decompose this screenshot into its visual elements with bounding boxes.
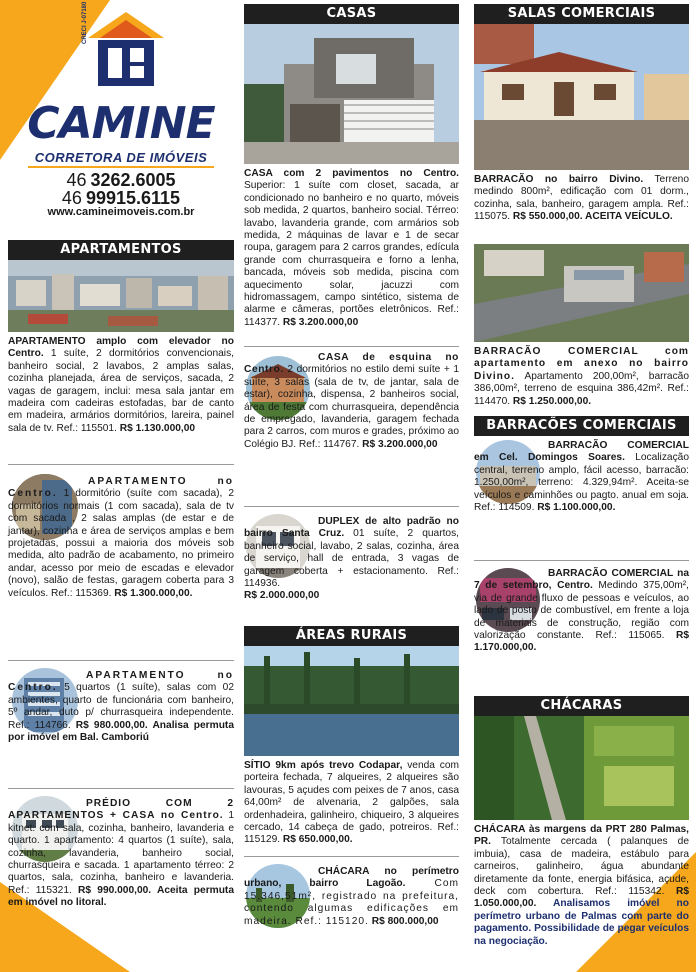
listing-price: R$ 800.000,00	[368, 915, 439, 927]
phone-number: 99915.6115	[85, 188, 181, 208]
listing-body: 1 kitnet: com sala, cozinha, banheiro, lavanderia e quarto. 1 apartamento: 4 quartos (1 suíte), sala, cozinha, lavanderia, banheiro social, churrasqueira e sacada. 1 apartamento térreo: 2 quartos, sala, cozinha, banheiro e lavanderia. Ref.: 115321.	[8, 810, 234, 896]
listing-body: Superior: 1 suíte com closet, sacada, ar condicionado no banheiro e no quarto, móveis sob medida, 2 quartos, banheiro social. Térreo: lavabo, lavanderia grande, com armários sob medida, 2 máquinas de lavar e 1 de secar roupa, garagem para 2 carros grandes, edícula grande com churrasqueira e forno a lenha, bancada, móveis sob medida, piscina com aquecimento solar, jacuzzi com hidromassagem, campo sintético, sistema de alarme e câmeras, portões eletrônicos. Ref.: 114377.	[244, 180, 459, 328]
listing-title: CASA com 2 pavimentos no Centro.	[244, 168, 459, 179]
listing-body: 01 suíte, 2 quartos, banheiro social, lavabo, 2 salas, cozinha, área de serviço, hall de entrada, 3 vagas de garagem coberta + estacionamento. Ref.: 114936.	[244, 528, 460, 590]
listing-price: R$ 1.170.000,00.	[474, 630, 689, 654]
phone-ddd: 46	[66, 170, 87, 190]
listing-price: R$ 990.000,00.	[71, 884, 152, 896]
listing-body: venda com porteira fechada, 7 alqueires, 2 alqueires são lavouras, 5 açudes com peixes de 7 anos, casa 64,00m² de alvenaria, 2 galpões, sala ordenhadeira, galinheiro, chiqueiro, 3 alqueires cercado, 14 cabeça de gado, potreiros. Ref.: 115129.	[244, 760, 459, 846]
listing-body: Apartamento 200,00m², barracão 386,00m², terreno de esquina 386,42m². Ref.: 114470.	[474, 370, 689, 407]
section-header-apartamentos: APARTAMENTOS	[8, 240, 234, 260]
listing-title: BARRACÃO COMERCIAL na 7 de setembro, Centro.	[474, 568, 689, 592]
website-link[interactable]: www.camineimoveis.com.br	[47, 206, 195, 218]
divider	[244, 856, 459, 857]
listing-body: 2 dormitórios no estilo demi suíte + 1 suíte, 3 salas (sala de tv, de jantar, sala de estar), cozinha, dispensa, 2 banheiros social, área de festa com churrasqueira, dependência de empregado, lavanderia, garagem fechada para 2 carros, com muros e grades, próximo ao Colégio BJ. Ref.: 114767.	[244, 364, 459, 450]
casa1-photo	[244, 24, 459, 164]
listing-duplex	[244, 516, 459, 603]
right-column	[474, 0, 689, 972]
divider	[8, 788, 234, 789]
listing-apto3	[8, 670, 234, 744]
brand-underline	[28, 166, 214, 168]
divider	[244, 346, 459, 347]
listing-title: CHÁCARA às margens da PRT 280 Palmas, PR.	[474, 824, 689, 848]
listing-title: CHÁCARA no perímetro urbano, bairro Lagoão.	[244, 866, 459, 890]
section-header-chacaras: CHÁCARAS	[474, 696, 689, 716]
listing-body: 1 dormitório (suíte com sacada), 2 dormitórios normais (1 com sacada), sala de tv com sacada , 2 salas amplas (de estar e de jantar), cozinha e área de serviços amplas e bem projetadas, possui a maioria dos móveis sob medida, alto padrão de acabamento, no primeiro andar, acesso por meio de escadas e elevador (novo), salão de festas, garagem coberta para 3 veículos. Ref.: 115369.	[8, 488, 234, 599]
sitio-photo	[244, 646, 459, 756]
brand-name: CAMINE	[27, 98, 215, 149]
listing-body: Localização central, terreno amplo, fácil acesso, barracão: 1.250,00m², terreno: 4.329,94m². Aceita-se veículos e caminhões ou pagto. anual em soja. Ref.: 114509.	[474, 452, 690, 514]
listing-body: Terreno medindo 800m², edificação com 01 dorm., cozinha, sala, banheiro, garagem ampla. Ref.: 115075.	[474, 174, 689, 223]
listing-note: Analisamos imóvel no perímetro urbano de Palmas com parte do pagamento. Possibilidade de pegar veículos na negociação.	[474, 898, 689, 947]
brand-subtitle: CORRETORA DE IMÓVEIS	[34, 150, 208, 165]
listing-barracao3	[474, 440, 689, 514]
listing-barracao2	[474, 346, 689, 408]
listing-price: R$ 3.200.000,00	[280, 316, 359, 328]
listing-price: R$ 1.250.000,00.	[510, 395, 592, 407]
listing-casa1	[244, 168, 459, 329]
listing-price: R$ 550.000,00. ACEITA VEÍCULO.	[510, 211, 673, 223]
listing-price: R$ 1.100.000,00.	[534, 502, 616, 514]
listing-price: R$ 980.000,00.	[70, 719, 148, 731]
divider	[8, 660, 234, 661]
camine-logo-icon	[82, 1, 166, 90]
phone-ddd: 46	[61, 188, 82, 208]
listing-sitio	[244, 760, 459, 847]
listing-title: BARRACÃO no bairro Divino.	[474, 174, 644, 185]
section-header-barracoes-comerciais: BARRACÕES COMERCIAIS	[474, 416, 689, 436]
listing-chacara2	[474, 824, 689, 948]
barracao1-photo	[474, 24, 689, 170]
divider	[244, 506, 459, 507]
listing-title: DUPLEX de alto padrão no bairro Santa Cruz.	[244, 516, 459, 540]
city-aerial-photo	[8, 260, 234, 332]
creci-label: CRECI J-07180	[82, 1, 88, 44]
section-header-casas: CASAS	[244, 4, 459, 24]
chacara2-aerial-photo	[474, 716, 689, 820]
listing-body: 1 suíte, 2 dormitórios convencionais, banheiro social, 2 lavabos, 2 amplas salas, cozinha planejada, área de serviços, sacada, 2 vagas de garagem, inclui: mesa sala jantar em madeira com cadeiras estofadas, bar de canto em madeira, armários dormitórios, lareira, painel sala de tv. Ref.: 115501.	[8, 348, 234, 434]
listing-price: R$ 1.050.000,00.	[474, 886, 689, 910]
listing-title: BARRACÃO COMERCIAL com apartamento em anexo no bairro Divino.	[474, 346, 689, 382]
section-header-areas-rurais: ÁREAS RURAIS	[244, 626, 459, 646]
listing-apto1	[8, 336, 234, 435]
listing-body: Com 15.346,51m², registrado na prefeitura, contendo algumas edificações em madeira. Ref.: 115120.	[244, 878, 459, 927]
listing-title: CASA de esquina no Centro.	[244, 352, 459, 376]
listing-price: R$ 3.200.000,00	[359, 438, 438, 450]
listing-body: 5 quartos (1 suíte), salas com 02 ambientes, quarto de funcionária com banheiro, 5º andar, duto p/ churrasqueira independente. Ref.: 114766.	[8, 682, 234, 731]
listing-casa2	[244, 352, 459, 451]
listing-title: APARTAMENTO amplo com elevador no Centro.	[8, 336, 234, 360]
listing-title: APARTAMENTO no Centro.	[8, 476, 234, 500]
listing-body: Medindo 375,00m², via de grande fluxo de pessoas e veículos, ao lado de posto de combustível, em frente a loja de materiais de construção, região com valorização constante. Ref.: 115065.	[474, 580, 689, 642]
listing-price: R$ 650.000,00.	[280, 834, 353, 846]
listing-title: SÍTIO 9km após trevo Codapar,	[244, 760, 403, 771]
listing-body: Totalmente cercada ( palanques de imbuia), casa de madeira, estábulo para carneiros, galinheiro, água abundante diretamente da fonte, energia bifásica, açude, deck com cobertura. Ref.: 115342.	[474, 836, 689, 898]
divider	[8, 464, 234, 465]
listing-price: R$ 2.000.000,00	[244, 590, 320, 602]
listing-apto2	[8, 476, 234, 600]
listing-note: Aceita permuta em imóvel no litoral.	[8, 884, 234, 909]
listing-chacara1	[244, 866, 459, 928]
section-header-salas-comerciais: SALAS COMERCIAIS	[474, 4, 689, 24]
brand-block	[8, 0, 234, 232]
listing-title: PRÉDIO COM 2 APARTAMENTOS + CASA no Centro.	[8, 798, 234, 822]
phone-number: 3262.6005	[90, 170, 176, 190]
listing-price: R$ 1.300.000,00.	[111, 587, 193, 599]
listing-title: BARRACÃO COMERCIAL em Cel. Domingos Soares.	[474, 440, 689, 464]
middle-column	[244, 0, 459, 972]
listing-barracao4	[474, 568, 689, 655]
listing-note: Analisa permuta por imóvel em Bal. Camboriú	[8, 719, 234, 744]
listing-price: R$ 1.130.000,00	[116, 422, 196, 434]
listing-predio	[8, 798, 234, 910]
listing-barracao1	[474, 174, 689, 224]
divider	[474, 560, 689, 561]
left-column	[8, 0, 234, 972]
listing-title: APARTAMENTO no Centro.	[8, 670, 234, 694]
barracao2-photo	[474, 244, 689, 342]
